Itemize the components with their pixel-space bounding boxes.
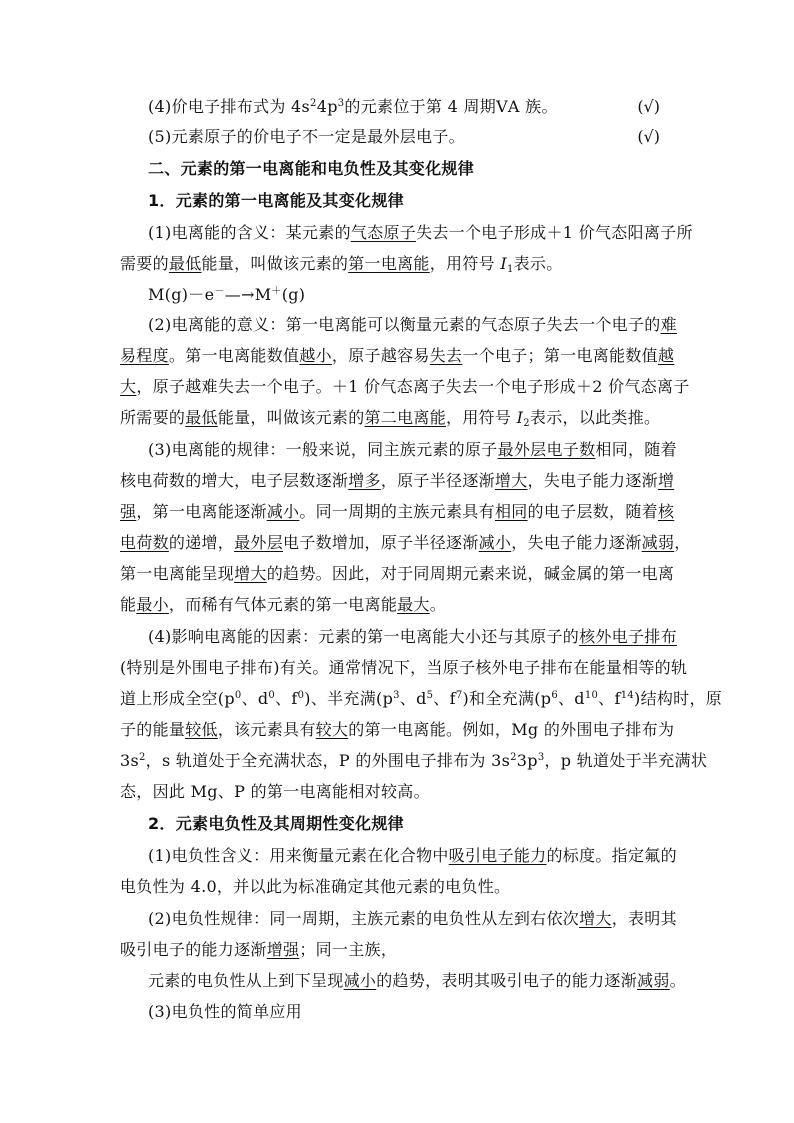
- underlined-term: 减小: [343, 971, 377, 990]
- text: (2)电负性规律：同一周期，主族元素的电负性从左到右依次: [148, 909, 580, 928]
- superscript: 7: [455, 690, 463, 701]
- text: 的趋势。因此，对于同周期元素来说，碱金属的第一电离: [266, 564, 675, 583]
- text: (2)电离能的意义：第一电离能可以衡量元素的气态原子失去一个电子的: [148, 315, 661, 334]
- text: 表示，以此类推。: [529, 408, 661, 427]
- item-5-judgement: (√): [637, 127, 660, 146]
- text: 、d: [241, 689, 269, 708]
- underlined-term: 吸引电子能力: [448, 846, 547, 865]
- text: )、半充满(p: [304, 689, 394, 708]
- text: 核电荷数的增大，电子层数逐渐: [120, 471, 349, 490]
- paragraph-4-line-3: [120, 684, 723, 714]
- symbol: I: [516, 408, 524, 427]
- text: 。同一周期的主族元素具有: [299, 502, 495, 521]
- item-4: [148, 92, 680, 122]
- text: ；同一主族，: [299, 940, 398, 959]
- underlined-term: 核: [657, 502, 675, 521]
- subsection-title-2: 2．元素电负性及其周期性变化规律: [148, 814, 404, 833]
- text: 的标度。指定氟的: [546, 846, 677, 865]
- text: (3)电离能的规律：一般来说，同主族元素的原子: [148, 440, 498, 459]
- paragraph-1-line-1: [148, 218, 693, 248]
- underlined-term: 最低: [168, 254, 202, 273]
- text: 3s: [120, 751, 139, 770]
- text: 。第一电离能数值: [168, 346, 300, 365]
- text: 的递增，: [168, 533, 235, 552]
- text: ，该元素具有: [217, 720, 316, 739]
- superscript: 3: [337, 98, 345, 109]
- text: ，p 轨道处于半充满状: [544, 751, 708, 770]
- paragraph-4-line-1: [148, 622, 680, 652]
- underlined-term: 失去: [429, 346, 463, 365]
- text: ，第一电离能逐渐: [136, 502, 267, 521]
- underlined-term: 增大: [494, 471, 528, 490]
- underlined-term: 最低: [185, 408, 218, 427]
- underlined-term: 较低: [185, 720, 218, 739]
- text: 、f: [275, 689, 298, 708]
- paragraph-4-line-5: [120, 746, 708, 776]
- text: (1)电离能的含义：某元素的: [148, 223, 351, 242]
- text: 失去一个电子形成＋1 价气态阳离子所: [416, 223, 693, 242]
- underlined-term: 最外层电子数: [497, 440, 596, 459]
- text: ，原子越容易: [331, 346, 430, 365]
- paragraph-3-line-5: [120, 559, 680, 589]
- superscript: 3: [393, 690, 400, 701]
- underlined-term: 增强: [266, 940, 300, 959]
- paragraph-5-line-2: 电负性为 4.0，并以此为标准确定其他元素的电负性。: [120, 877, 511, 896]
- text: 。: [669, 971, 686, 990]
- underlined-term: 越小: [299, 346, 332, 365]
- text: 、d: [399, 689, 427, 708]
- text: 的元素位于第 4 周期ⅤA 族。: [344, 97, 558, 116]
- paragraph-4-line-6: 态，因此 Mg、P 的第一电离能相对较高。: [120, 782, 430, 801]
- text: 、f: [598, 689, 621, 708]
- underlined-term: 减弱: [637, 971, 670, 990]
- text: 。: [429, 595, 447, 614]
- text: 的第一电离能。例如，Mg 的外围电子排布为: [348, 720, 675, 739]
- subscript: 2: [523, 418, 530, 429]
- text: ，: [674, 533, 691, 552]
- underlined-term: 增大: [234, 564, 267, 583]
- text: 的趋势，表明其吸引电子的能力逐渐: [376, 971, 638, 990]
- underlined-term: 增大: [579, 909, 612, 928]
- text: )和全充满(p: [462, 689, 552, 708]
- underlined-term: 越: [657, 346, 675, 365]
- text: 能量，叫做该元素的: [217, 408, 365, 427]
- underlined-term: 减小: [266, 502, 300, 521]
- paragraph-6-line-3: [148, 966, 686, 996]
- superscript: 2: [510, 752, 517, 763]
- text: (g): [281, 285, 306, 304]
- underlined-term: 最外层: [234, 533, 284, 552]
- superscript: 2: [139, 752, 146, 763]
- paragraph-3-line-4: [120, 528, 691, 558]
- paragraph-2-line-3: [120, 372, 690, 402]
- text: 子的能量: [120, 720, 186, 739]
- text: 需要的: [120, 254, 169, 273]
- text: M(g)－e: [148, 285, 215, 304]
- text: 、d: [558, 689, 585, 708]
- paragraph-2-line-2: [120, 341, 680, 371]
- subsection-title-1: 1．元素的第一电离能及其变化规律: [148, 191, 404, 210]
- underlined-term: 核外电子排布: [579, 627, 677, 646]
- underlined-term: 最小: [136, 595, 169, 614]
- text: 能量，叫做该元素的: [201, 254, 349, 273]
- paragraph-5-line-1: [148, 841, 680, 871]
- text: 能: [120, 595, 137, 614]
- text: 所需要的: [120, 408, 186, 427]
- paragraph-1-line-2: [120, 249, 680, 279]
- superscript: 3: [537, 752, 545, 763]
- paragraph-7-line-1: (3)电负性的简单应用: [148, 1002, 302, 1021]
- superscript: 14: [620, 690, 635, 701]
- underlined-term: 减弱: [641, 533, 675, 552]
- underlined-term: 最大: [397, 595, 430, 614]
- text: 一个电子；第一电离能数值: [462, 346, 658, 365]
- paragraph-6-line-2: [120, 935, 680, 965]
- text: ，用符号: [429, 254, 501, 273]
- subscript: 1: [506, 264, 514, 275]
- underlined-term: 相同: [494, 502, 528, 521]
- superscript: 6: [551, 690, 558, 701]
- text: ，s 轨道处于全充满状态，P 的外围电子排布为 3s: [145, 751, 511, 770]
- formula: [148, 280, 680, 310]
- text: 吸引电子的能力逐渐: [120, 940, 267, 959]
- underlined-term: 大: [120, 377, 137, 396]
- superscript: 0: [234, 690, 242, 701]
- text: ，而稀有气体元素的第一电离能: [168, 595, 398, 614]
- underlined-term: 强: [120, 502, 137, 521]
- text: ，原子越难失去一个电子。＋1 价气态离子失去一个电子形成＋2 价气态离子: [136, 377, 690, 396]
- text: )结构时，原: [634, 689, 723, 708]
- underlined-term: 第二电离能: [364, 408, 447, 427]
- paragraph-2-line-1: [148, 310, 680, 340]
- item-4-judgement: (√): [637, 97, 660, 116]
- superscript: 2: [310, 98, 317, 109]
- text: —→M: [224, 285, 272, 304]
- superscript: 5: [426, 690, 434, 701]
- text: 相同，随着: [595, 440, 677, 459]
- text: 道上形成全空(p: [120, 689, 235, 708]
- item-5: (5)元素原子的价电子不一定是最外层电子。: [148, 127, 465, 146]
- superscript: 0: [268, 690, 276, 701]
- paragraph-3-line-2: [120, 466, 680, 496]
- underlined-term: 电荷数: [120, 533, 169, 552]
- underlined-term: 气态原子: [350, 223, 417, 242]
- paragraph-3-line-3: [120, 497, 680, 527]
- paragraph-6-line-1: [148, 904, 680, 934]
- text: 、f: [433, 689, 456, 708]
- text: ，表明其: [611, 909, 677, 928]
- underlined-term: 第一电离能: [348, 254, 430, 273]
- text: 4p: [316, 97, 338, 116]
- paragraph-3-line-6: [120, 590, 680, 620]
- text: 表示。: [513, 254, 563, 273]
- underlined-term: 难: [660, 315, 677, 334]
- text: 电子数增加，原子半径逐渐: [283, 533, 479, 552]
- text: ，失电子能力逐渐: [511, 533, 642, 552]
- paragraph-4-line-4: [120, 715, 680, 745]
- paragraph-2-line-4: [120, 403, 680, 433]
- text: (4)价电子排布式为 4s: [148, 97, 311, 116]
- symbol: I: [500, 254, 507, 273]
- superscript: －: [214, 286, 225, 297]
- text: ，用符号: [446, 408, 517, 427]
- underlined-term: 增多: [348, 471, 381, 490]
- section-title: 二、元素的第一电离能和电负性及其变化规律: [148, 159, 475, 178]
- underlined-term: 易程度: [120, 346, 169, 365]
- underlined-term: 较大: [315, 720, 349, 739]
- paragraph-3-line-1: [148, 435, 680, 465]
- superscript: 10: [584, 690, 599, 701]
- text: ，原子半径逐渐: [380, 471, 495, 490]
- underlined-term: 增: [657, 471, 675, 490]
- text: 3p: [516, 751, 538, 770]
- text: ，失电子能力逐渐: [527, 471, 658, 490]
- text: 第一电离能呈现: [120, 564, 235, 583]
- text: 元素的电负性从上到下呈现: [148, 971, 344, 990]
- superscript: ＋: [271, 286, 282, 297]
- text: (4)影响电离能的因素：元素的第一电离能大小还与其原子的: [148, 627, 580, 646]
- underlined-term: 减小: [478, 533, 512, 552]
- text: 的电子层数，随着: [527, 502, 658, 521]
- superscript: 0: [297, 690, 305, 701]
- paragraph-4-line-2: (特别是外围电子排布)有关。通常情况下，当原子核外电子排布在能量相等的轨: [120, 658, 688, 677]
- text: (1)电负性含义：用来衡量元素在化合物中: [148, 846, 449, 865]
